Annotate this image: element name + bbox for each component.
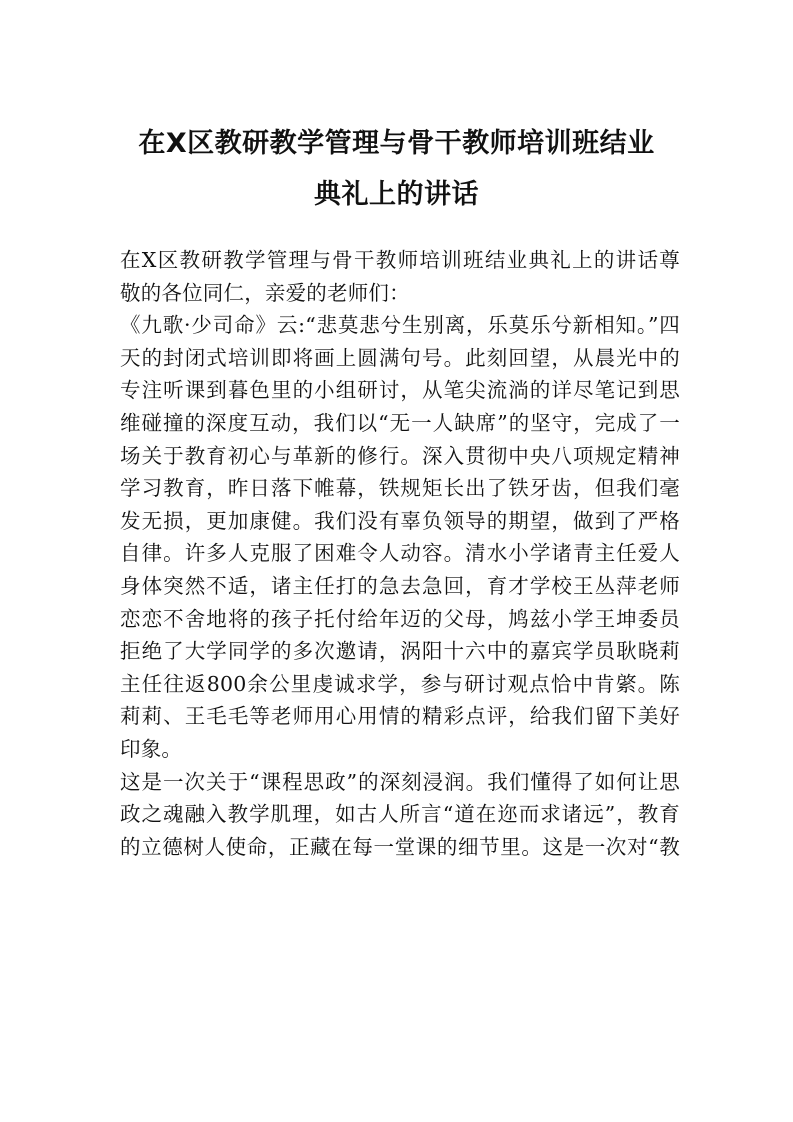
body-line: 《九歌·少司命》云:“悲莫悲兮生别离，乐莫乐兮新相知。”四 xyxy=(120,313,680,338)
body-line: 在X区教研教学管理与骨干教师培训班结业典礼上的讲话尊 xyxy=(120,248,680,272)
body-line: 政之魂融入教学肌理，如古人所言“道在迩而求诸远”，教育 xyxy=(120,802,680,827)
document-body xyxy=(120,244,680,863)
body-line: 身体突然不适，诸主任打的急去急回，育才学校王丛萍老师 xyxy=(120,573,680,598)
body-line: 印象。 xyxy=(120,736,183,761)
body-line: 发无损，更加康健。我们没有辜负领导的期望，做到了严格 xyxy=(120,508,680,533)
body-line: 敬的各位同仁，亲爱的老师们： xyxy=(120,280,410,305)
body-line: 专注听课到暮色里的小组研讨，从笔尖流淌的详尽笔记到思 xyxy=(120,378,680,403)
body-line: 主任往返800余公里虔诚求学，参与研讨观点恰中肯綮。陈 xyxy=(120,671,680,696)
body-line: 的立德树人使命，正藏在每一堂课的细节里。这是一次对“教 xyxy=(120,834,680,859)
body-line: 莉莉、王毛毛等老师用心用情的精彩点评，给我们留下美好 xyxy=(120,704,680,729)
body-line: 拒绝了大学同学的多次邀请，涡阳十六中的嘉宾学员耿晓莉 xyxy=(120,639,680,664)
document-title-line-1: 在X区教研教学管理与骨干教师培训班结业 xyxy=(138,128,655,159)
body-line: 这是一次关于“课程思政”的深刻浸润。我们懂得了如何让思 xyxy=(120,769,680,794)
body-line: 维碰撞的深度互动，我们以“无一人缺席”的坚守，完成了一 xyxy=(120,410,680,435)
body-line: 自律。许多人克服了困难令人动容。清水小学诸青主任爱人 xyxy=(120,541,680,566)
document-title-line-2: 典礼上的讲话 xyxy=(314,179,479,210)
body-line: 天的封闭式培训即将画上圆满句号。此刻回望，从晨光中的 xyxy=(120,345,680,370)
body-line: 场关于教育初心与革新的修行。深入贯彻中央八项规定精神 xyxy=(120,443,680,468)
body-line: 恋恋不舍地将的孩子托付给年迈的父母，鸠兹小学王坤委员 xyxy=(120,606,680,631)
body-line: 学习教育，昨日落下帷幕，铁规矩长出了铁牙齿，但我们毫 xyxy=(120,476,680,501)
